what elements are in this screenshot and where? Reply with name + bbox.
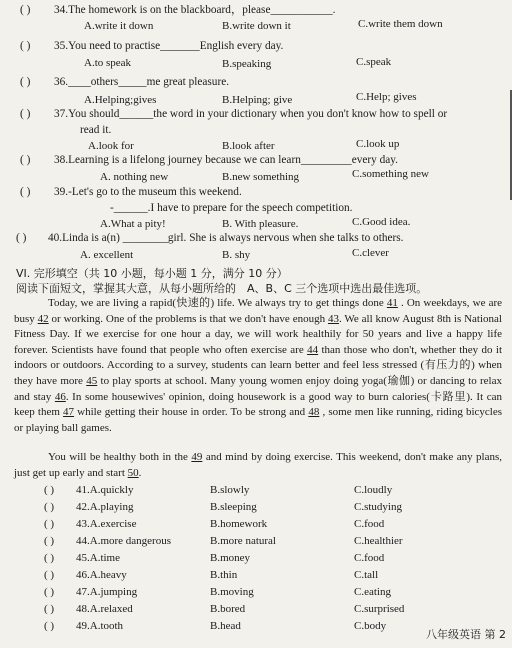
option-c: C.look up [356, 138, 400, 150]
blank-43: 43 [327, 312, 339, 325]
answer-paren: ( ) [20, 76, 31, 88]
option-a: 48.A.relaxed [76, 603, 133, 615]
blank-46: 46 [54, 390, 66, 403]
option-c: C.body [354, 620, 387, 632]
cloze-passage-paragraph-1: Today, we are living a rapid(快速的) life. We always try to get things done 41 . On weekdays, we are busy 42 or working. One of the problems is that we don't have enough 43. We all know August 8th is National Fitness Day. If we exercise for one hour a day, we will work healthily for 50 years and live a happy life forever. Scientists have found that people who often exercise are 44 than those who don't, whether they do it indoors or outdoors. According to a survey, students can learn better and feel less stressed (有压力的) when they have more 45 to play sports at school. Many young women enjoy doing yoga(瑜伽) or dancing to relax and stay 46. In some housewives' opinion, doing housework is a good way to burn calories(卡路里). It can keep them 47 while getting their house in order. To be strong and 48 , some men like running, riding bicycles or playing ball games. [14, 297, 503, 434]
option-b: B.new something [222, 171, 299, 183]
option-b: B.thin [210, 569, 238, 581]
cloze-passage-paragraph-2: You will be healthy both in the 49 and mind by doing exercise. This weekend, don't make any plans, just get up early and start 50. [14, 451, 502, 479]
option-b: B. With pleasure. [222, 218, 299, 230]
answer-paren: ( ) [20, 40, 31, 52]
option-c: C.food [354, 552, 385, 564]
option-c: C.speak [356, 56, 392, 68]
option-a: 41.A.quickly [76, 484, 134, 496]
answer-paren: ( ) [20, 108, 31, 120]
option-c: C.write them down [358, 18, 443, 30]
question-stem: 34.The homework is on the blackboard，please___________. [54, 4, 336, 16]
option-a: A. nothing new [100, 171, 169, 183]
option-a: 47.A.jumping [76, 586, 138, 598]
question-stem: 35.You need to practise_______English every day. [54, 40, 284, 52]
option-b: B.look after [222, 140, 275, 152]
option-c: C.Help; gives [356, 91, 417, 103]
question-stem: 39.-Let's go to the museum this weekend. [54, 186, 242, 198]
answer-paren: ( ) [44, 552, 55, 564]
option-a: 44.A.more dangerous [76, 535, 172, 547]
blank-44: 44 [307, 343, 319, 356]
option-b: B.Helping; give [222, 94, 293, 106]
option-b: B.homework [210, 518, 268, 530]
option-b: B.write down it [222, 20, 291, 32]
option-c: C.clever [352, 247, 389, 259]
option-c: C.eating [354, 586, 391, 598]
option-c: C.tall [354, 569, 379, 581]
blank-48: 48 [308, 406, 320, 419]
option-c: C.studying [354, 501, 402, 513]
question-stem: 38.Learning is a lifelong journey because we can learn_________every day. [54, 154, 399, 166]
answer-paren: ( ) [20, 4, 31, 16]
option-c: C.healthier [354, 535, 403, 547]
option-a: A.What a pity! [100, 218, 166, 230]
section-title: VI. 完形填空（共 10 小题，每小题 1 分，满分 10 分） [16, 267, 288, 280]
option-b: B.speaking [222, 58, 272, 70]
option-a: 46.A.heavy [76, 569, 127, 581]
question-stem-continued: read it. [80, 124, 112, 136]
option-a: 49.A.tooth [76, 620, 124, 632]
option-c: C.loudly [354, 484, 393, 496]
answer-paren: ( ) [20, 154, 31, 166]
option-c: C.food [354, 518, 385, 530]
blank-45: 45 [86, 374, 98, 387]
option-a: A.Helping;gives [84, 94, 157, 106]
answer-paren: ( ) [44, 501, 55, 513]
option-a: 43.A.exercise [76, 518, 137, 530]
blank-42: 42 [37, 312, 49, 325]
blank-49: 49 [191, 451, 203, 463]
option-b: B.sleeping [210, 501, 257, 513]
page-footer: 八年级英语 第 2 [426, 628, 506, 641]
blank-41: 41 [386, 297, 398, 309]
question-stem-continued: -______.I have to prepare for the speech competition. [110, 202, 353, 214]
question-stem: 37.You should______the word in your dictionary when you don't know how to spell or [54, 108, 448, 120]
option-a: A.write it down [84, 20, 154, 32]
section-instruction: 阅读下面短文，掌握其大意，从每小题所给的 A、B、C 三个选项中选出最佳选项。 [16, 282, 428, 295]
answer-paren: ( ) [44, 518, 55, 530]
option-b: B.slowly [210, 484, 250, 496]
answer-paren: ( ) [44, 586, 55, 598]
blank-50: 50 [127, 466, 139, 479]
answer-paren: ( ) [44, 620, 55, 632]
answer-paren: ( ) [44, 603, 55, 615]
option-b: B.bored [210, 603, 246, 615]
blank-47: 47 [63, 406, 75, 419]
option-b: B. shy [222, 249, 251, 261]
answer-paren: ( ) [44, 535, 55, 547]
answer-paren: ( ) [16, 232, 27, 244]
option-a: A.to speak [84, 57, 132, 69]
option-b: B.more natural [210, 535, 276, 547]
option-a: A. excellent [80, 249, 134, 261]
question-stem: 40.Linda is a(n) ________girl. She is always nervous when she talks to others. [48, 232, 404, 244]
option-b: B.money [210, 552, 251, 564]
answer-paren: ( ) [44, 569, 55, 581]
answer-paren: ( ) [44, 484, 55, 496]
option-a: 45.A.time [76, 552, 120, 564]
option-a: 42.A.playing [76, 501, 134, 513]
option-b: B.head [210, 620, 241, 632]
option-c: C.Good idea. [352, 216, 411, 228]
answer-paren: ( ) [20, 186, 31, 198]
option-a: A.look for [88, 140, 134, 152]
question-stem: 36.____others_____me great pleasure. [54, 76, 230, 88]
option-b: B.moving [210, 586, 254, 598]
option-c: C.surprised [354, 603, 405, 615]
option-c: C.something new [352, 168, 429, 180]
